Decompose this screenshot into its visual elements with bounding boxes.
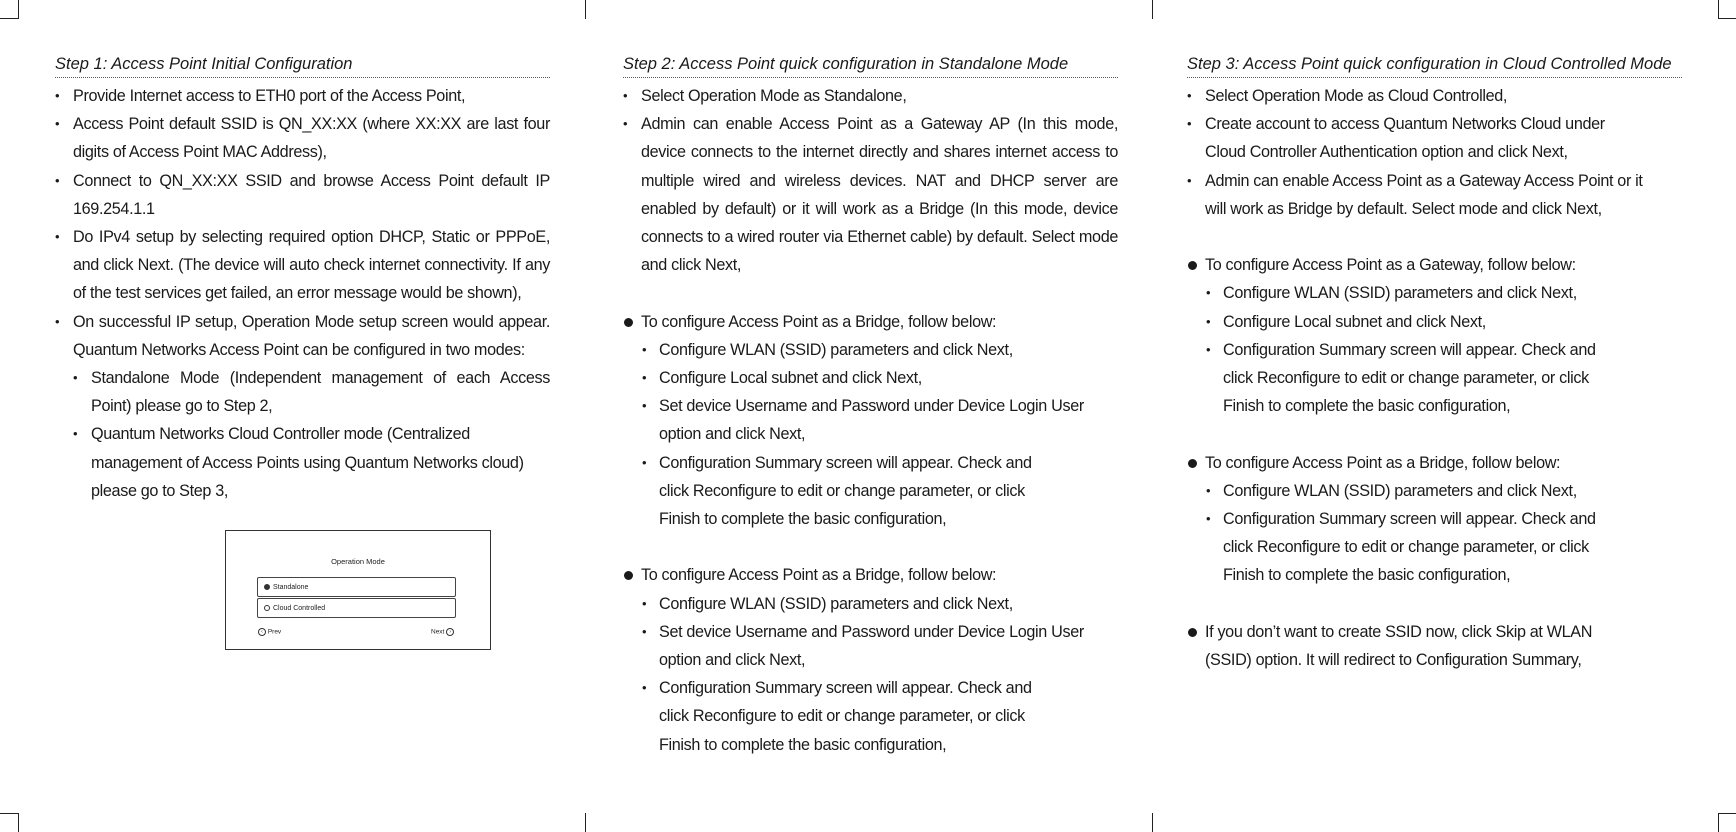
- crop-mark: [1718, 18, 1736, 19]
- crop-mark: [1152, 813, 1153, 832]
- title-rule: [1187, 77, 1682, 78]
- sub-list-item: • Configuration Summary screen will appear. Check and click Reconfigure to edit or change parameter, or click Finish to complete the basic configuration,: [623, 449, 1044, 534]
- list-item: • Provide Internet access to ETH0 port of the Access Point,: [55, 82, 550, 110]
- option-label: Cloud Controlled: [273, 605, 326, 612]
- crop-mark: [0, 18, 18, 19]
- sub-list-item: • Configuration Summary screen will appear. Check and click Reconfigure to edit or change parameter, or click Finish to complete the basic configuration,: [1187, 505, 1608, 590]
- crop-mark: [1152, 0, 1153, 19]
- crop-mark: [1718, 0, 1719, 19]
- group-heading: To configure Access Point as a Bridge, follow below:: [623, 308, 1118, 336]
- list-item: • Do IPv4 setup by selecting required option DHCP, Static or PPPoE, and click Next. (The device will auto check internet connectivity. If any of the test services get failed, an error message would be shown),: [55, 223, 550, 308]
- sub-list-item: • Set device Username and Password under Device Login User option and click Next,: [623, 392, 1118, 448]
- crop-mark: [1718, 813, 1719, 832]
- crop-mark: [18, 813, 19, 832]
- sub-list-item: • Configure Local subnet and click Next,: [623, 364, 1118, 392]
- step2-body: [623, 82, 1118, 759]
- list-item: • Access Point default SSID is QN_XX:XX (where XX:XX are last four digits of Access Point MAC Address),: [55, 110, 550, 166]
- sub-list-continuation: please go to Step 3,: [91, 481, 228, 500]
- sub-list-item: • Configure WLAN (SSID) parameters and click Next,: [623, 590, 1118, 618]
- crop-mark: [585, 813, 586, 832]
- step1-body: [55, 82, 550, 505]
- step3-title: Step 3: Access Point quick configuration in Cloud Controlled Mode: [1187, 55, 1672, 73]
- list-item: • Select Operation Mode as Cloud Controlled,: [1187, 82, 1662, 110]
- sub-list-item: • Configuration Summary screen will appear. Check and click Reconfigure to edit or change parameter, or click Finish to complete the basic configuration,: [623, 674, 1044, 759]
- arrow-right-icon: ›: [446, 628, 454, 636]
- group-heading: To configure Access Point as a Bridge, follow below:: [623, 561, 1118, 589]
- radio-selected-icon: [264, 584, 270, 590]
- step3-body: [1187, 82, 1662, 674]
- crop-mark: [0, 813, 18, 814]
- radio-icon: [264, 605, 270, 611]
- prev-label: Prev: [267, 628, 282, 636]
- title-rule: [623, 77, 1118, 78]
- crop-mark: [1718, 813, 1736, 814]
- sub-list-item: • Configure Local subnet and click Next,: [1187, 308, 1662, 336]
- sub-list-item: • Quantum Networks Cloud Controller mode (Centralized management of Access Points using Quantum Networks cloud): [55, 420, 550, 476]
- sub-list-item: • Configure WLAN (SSID) parameters and click Next,: [623, 336, 1118, 364]
- arrow-left-icon: ‹: [258, 628, 266, 636]
- group-heading: To configure Access Point as a Gateway, follow below:: [1187, 251, 1662, 279]
- group-heading: If you don’t want to create SSID now, click Skip at WLAN (SSID) option. It will redirect to Configuration Summary,: [1187, 618, 1630, 674]
- crop-mark: [18, 0, 19, 19]
- next-label: Next: [431, 628, 445, 636]
- group-heading: To configure Access Point as a Bridge, follow below:: [1187, 449, 1662, 477]
- step1-title: Step 1: Access Point Initial Configuration: [55, 55, 353, 73]
- cloud-controlled-option: [257, 598, 456, 618]
- list-item: • On successful IP setup, Operation Mode setup screen would appear. Quantum Networks Access Point can be configured in two modes:: [55, 308, 550, 364]
- step2-title: Step 2: Access Point quick configuration in Standalone Mode: [623, 55, 1069, 73]
- next-nav: [431, 628, 454, 636]
- sub-list-item: • Standalone Mode (Independent management of each Access Point) please go to Step 2,: [55, 364, 550, 420]
- sub-list-item: • Configure WLAN (SSID) parameters and click Next,: [1187, 477, 1662, 505]
- crop-mark: [585, 0, 586, 19]
- list-item: • Select Operation Mode as Standalone,: [623, 82, 1118, 110]
- list-item: • Connect to QN_XX:XX SSID and browse Access Point default IP 169.254.1.1: [55, 167, 550, 223]
- list-item: • Admin can enable Access Point as a Gateway AP (In this mode, device connects to the internet directly and shares internet access to multiple wired and wireless devices. NAT and DHCP server are enabled by default) or it will work as a Bridge (In this mode, device connects to a wired router via Ethernet cable) by default. Select mode and click Next,: [623, 110, 1118, 279]
- title-rule: [55, 77, 550, 78]
- sub-list-item: • Configure WLAN (SSID) parameters and click Next,: [1187, 279, 1662, 307]
- standalone-option: [257, 577, 456, 597]
- option-label: Standalone: [273, 584, 309, 591]
- operation-mode-screenshot: [225, 530, 491, 650]
- sub-list-item: • Configuration Summary screen will appear. Check and click Reconfigure to edit or change parameter, or click Finish to complete the basic configuration,: [1187, 336, 1608, 421]
- list-item: • Admin can enable Access Point as a Gateway Access Point or it will work as Bridge by default. Select mode and click Next,: [1187, 167, 1662, 223]
- prev-nav: [258, 628, 281, 636]
- list-item: • Create account to access Quantum Networks Cloud under Cloud Controller Authentication option and click Next,: [1187, 110, 1610, 166]
- sub-list-item: • Set device Username and Password under Device Login User option and click Next,: [623, 618, 1089, 674]
- mini-title: Operation Mode: [331, 557, 385, 566]
